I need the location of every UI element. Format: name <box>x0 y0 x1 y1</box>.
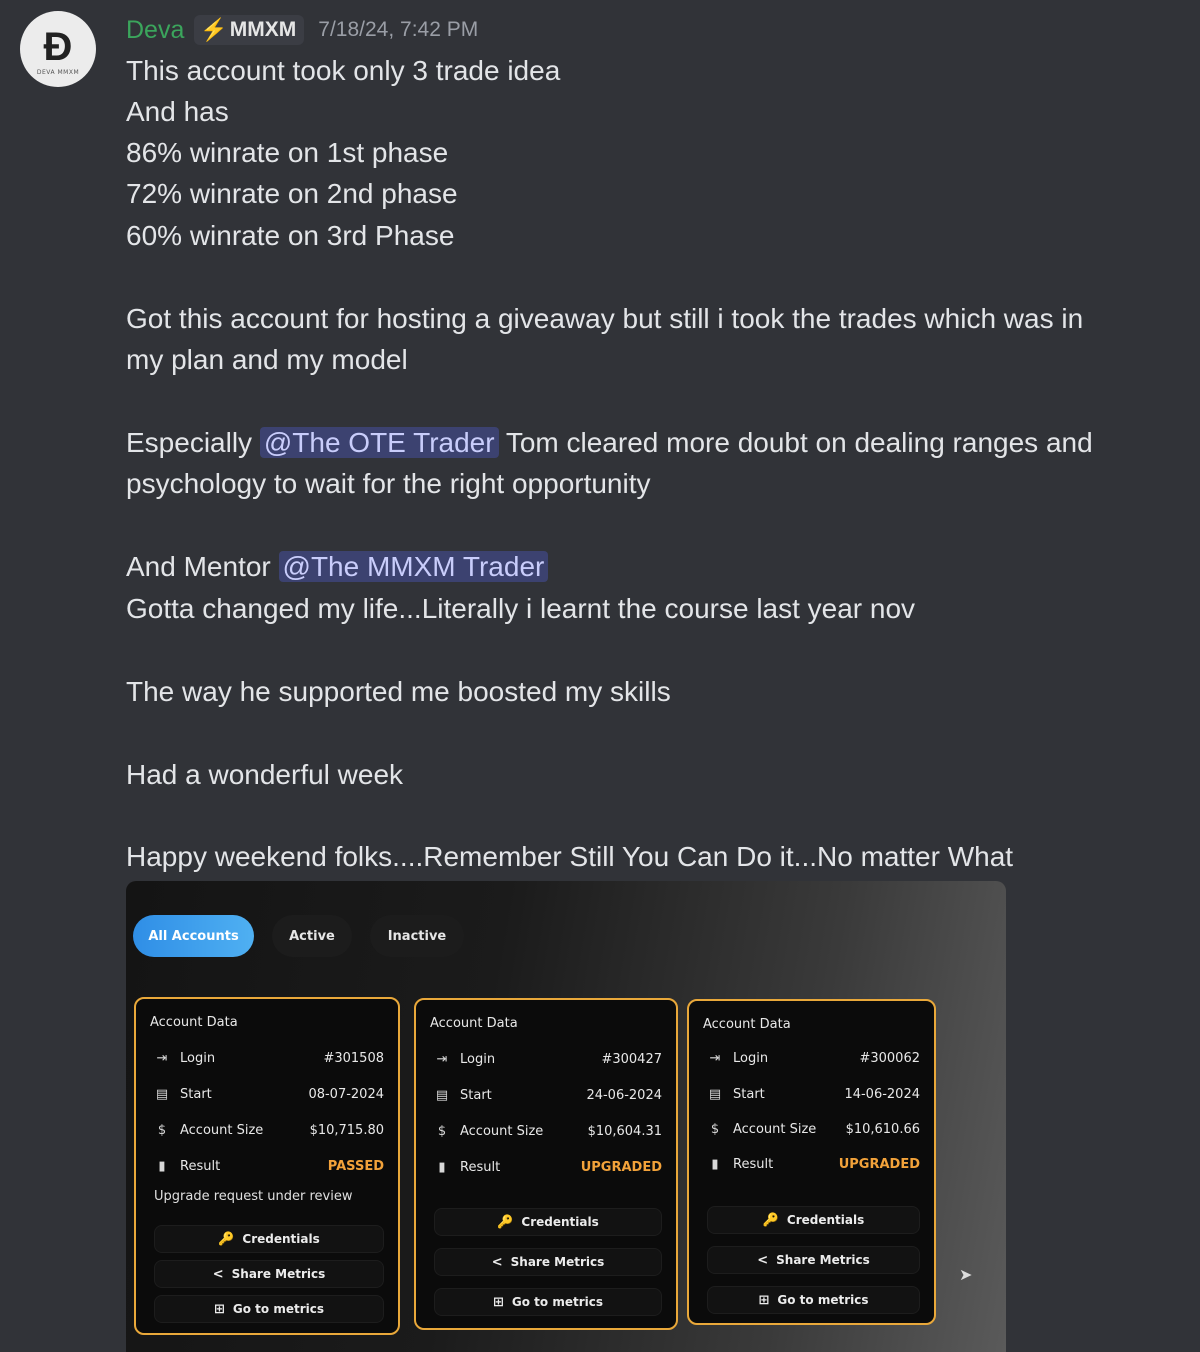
account-card <box>687 999 936 1325</box>
message-line: 72% winrate on 2nd phase <box>126 178 458 209</box>
result-status: UPGRADED <box>580 1159 662 1175</box>
message-timestamp: 7/18/24, 7:42 PM <box>318 18 479 41</box>
key-icon: 🔑 <box>762 1212 779 1228</box>
start-value: 14-06-2024 <box>844 1086 920 1102</box>
login-value: #301508 <box>323 1050 384 1066</box>
message-line <box>126 422 1186 463</box>
result-status: PASSED <box>327 1158 384 1174</box>
message-line: Got this account for hosting a giveaway but still i took the trades which was in <box>126 303 1084 334</box>
credentials-button[interactable] <box>154 1225 384 1253</box>
grid-icon: ⊞ <box>758 1292 770 1308</box>
tab-all-accounts[interactable]: All Accounts <box>133 915 254 957</box>
share-metrics-button[interactable] <box>154 1260 384 1288</box>
button-label: Share Metrics <box>510 1255 605 1269</box>
card-title: Account Data <box>150 1015 238 1030</box>
dollar-icon: $ <box>710 1121 720 1137</box>
avatar[interactable] <box>20 11 96 87</box>
button-label: Share Metrics <box>776 1253 870 1267</box>
document-icon: ▮ <box>438 1159 446 1175</box>
account-size-value: $10,604.31 <box>587 1123 662 1139</box>
credentials-button[interactable] <box>434 1208 662 1236</box>
message-line: Had a wonderful week <box>126 759 404 790</box>
login-icon: ⇥ <box>436 1051 448 1067</box>
account-card <box>134 997 400 1335</box>
account-size-label: Account Size <box>460 1123 544 1139</box>
grid-icon: ⊞ <box>213 1301 225 1317</box>
calendar-icon: ▤ <box>435 1087 449 1103</box>
message-line: Gotta changed my life...Literally i learnt the course last year nov <box>126 593 916 624</box>
message-line: my plan and my model <box>126 344 408 375</box>
mouse-cursor-icon: ➤ <box>959 1265 973 1284</box>
start-label: Start <box>460 1087 492 1103</box>
start-row <box>707 1084 920 1104</box>
credentials-button[interactable] <box>707 1206 920 1234</box>
button-label: Go to metrics <box>511 1295 603 1309</box>
account-card <box>414 998 678 1330</box>
login-row <box>707 1048 920 1068</box>
grid-icon: ⊞ <box>492 1294 504 1310</box>
login-label: Login <box>180 1050 216 1066</box>
document-icon: ▮ <box>158 1158 166 1174</box>
mention-mmxm-trader[interactable]: @The MMXM Trader <box>279 551 549 582</box>
card-title: Account Data <box>703 1017 791 1032</box>
share-icon: < <box>212 1266 224 1282</box>
button-label: Go to metrics <box>232 1302 324 1316</box>
share-metrics-button[interactable] <box>707 1246 920 1274</box>
login-icon: ⇥ <box>709 1050 721 1066</box>
calendar-icon: ▤ <box>155 1086 169 1102</box>
role-tag[interactable] <box>194 15 304 45</box>
message-text: And Mentor <box>126 551 279 582</box>
account-size-label: Account Size <box>180 1122 264 1138</box>
result-row <box>707 1154 920 1174</box>
button-label: Share Metrics <box>231 1267 326 1281</box>
login-row <box>154 1048 384 1068</box>
result-label: Result <box>733 1156 774 1172</box>
account-size-value: $10,610.66 <box>845 1121 920 1137</box>
message-line: And has <box>126 96 229 127</box>
start-row <box>154 1084 384 1104</box>
message-line: Happy weekend folks....Remember Still You Can Do it...No matter What <box>126 841 1014 872</box>
username[interactable]: Deva <box>126 15 185 44</box>
start-row <box>434 1085 662 1105</box>
account-size-row <box>434 1121 662 1141</box>
go-to-metrics-button[interactable] <box>434 1288 662 1316</box>
share-icon: < <box>757 1252 769 1268</box>
message-text: Especially <box>126 427 260 458</box>
login-value: #300427 <box>601 1051 662 1067</box>
image-attachment[interactable] <box>126 881 1006 1352</box>
dollar-icon: $ <box>157 1122 167 1138</box>
start-label: Start <box>733 1086 765 1102</box>
share-icon: < <box>491 1254 503 1270</box>
login-label: Login <box>460 1051 496 1067</box>
go-to-metrics-button[interactable] <box>707 1286 920 1314</box>
lightning-icon: ⚡ <box>200 17 228 42</box>
message-line: This account took only 3 trade idea <box>126 55 561 86</box>
login-label: Login <box>733 1050 769 1066</box>
mention-ote-trader[interactable]: @The OTE Trader <box>260 427 499 458</box>
message-line: 86% winrate on 1st phase <box>126 137 449 168</box>
account-size-row <box>154 1120 384 1140</box>
role-tag-label: MMXM <box>229 18 297 41</box>
message-line <box>126 546 1186 587</box>
account-size-value: $10,715.80 <box>309 1122 384 1138</box>
dollar-icon: $ <box>437 1123 447 1139</box>
button-label: Go to metrics <box>777 1293 869 1307</box>
result-status: UPGRADED <box>838 1156 920 1172</box>
avatar-caption: DEVA MMXM <box>36 68 80 76</box>
calendar-icon: ▤ <box>708 1086 722 1102</box>
message-text: Tom cleared more doubt on dealing ranges and <box>498 427 1093 458</box>
message-line: psychology to wait for the right opportunity <box>126 468 651 499</box>
account-size-label: Account Size <box>733 1121 817 1137</box>
avatar-logo: Ð <box>43 24 73 69</box>
login-icon: ⇥ <box>156 1050 168 1066</box>
result-label: Result <box>180 1158 221 1174</box>
go-to-metrics-button[interactable] <box>154 1295 384 1323</box>
login-row <box>434 1049 662 1069</box>
message-line: The way he supported me boosted my skills <box>126 676 671 707</box>
document-icon: ▮ <box>711 1156 719 1172</box>
start-value: 08-07-2024 <box>308 1086 384 1102</box>
card-title: Account Data <box>430 1016 518 1031</box>
upgrade-note: Upgrade request under review <box>154 1189 353 1204</box>
tab-inactive[interactable]: Inactive <box>370 915 464 957</box>
start-label: Start <box>180 1086 212 1102</box>
key-icon: 🔑 <box>218 1231 235 1247</box>
result-row <box>434 1157 662 1177</box>
result-row <box>154 1156 384 1176</box>
start-value: 24-06-2024 <box>586 1087 662 1103</box>
button-label: Credentials <box>521 1215 599 1229</box>
share-metrics-button[interactable] <box>434 1248 662 1276</box>
button-label: Credentials <box>786 1213 865 1227</box>
message-line: 60% winrate on 3rd Phase <box>126 220 455 251</box>
account-size-row <box>707 1119 920 1139</box>
result-label: Result <box>460 1159 501 1175</box>
message-header <box>126 12 478 48</box>
login-value: #300062 <box>859 1050 920 1066</box>
button-label: Credentials <box>242 1232 320 1246</box>
key-icon: 🔑 <box>497 1214 514 1230</box>
tab-active[interactable]: Active <box>272 915 352 957</box>
